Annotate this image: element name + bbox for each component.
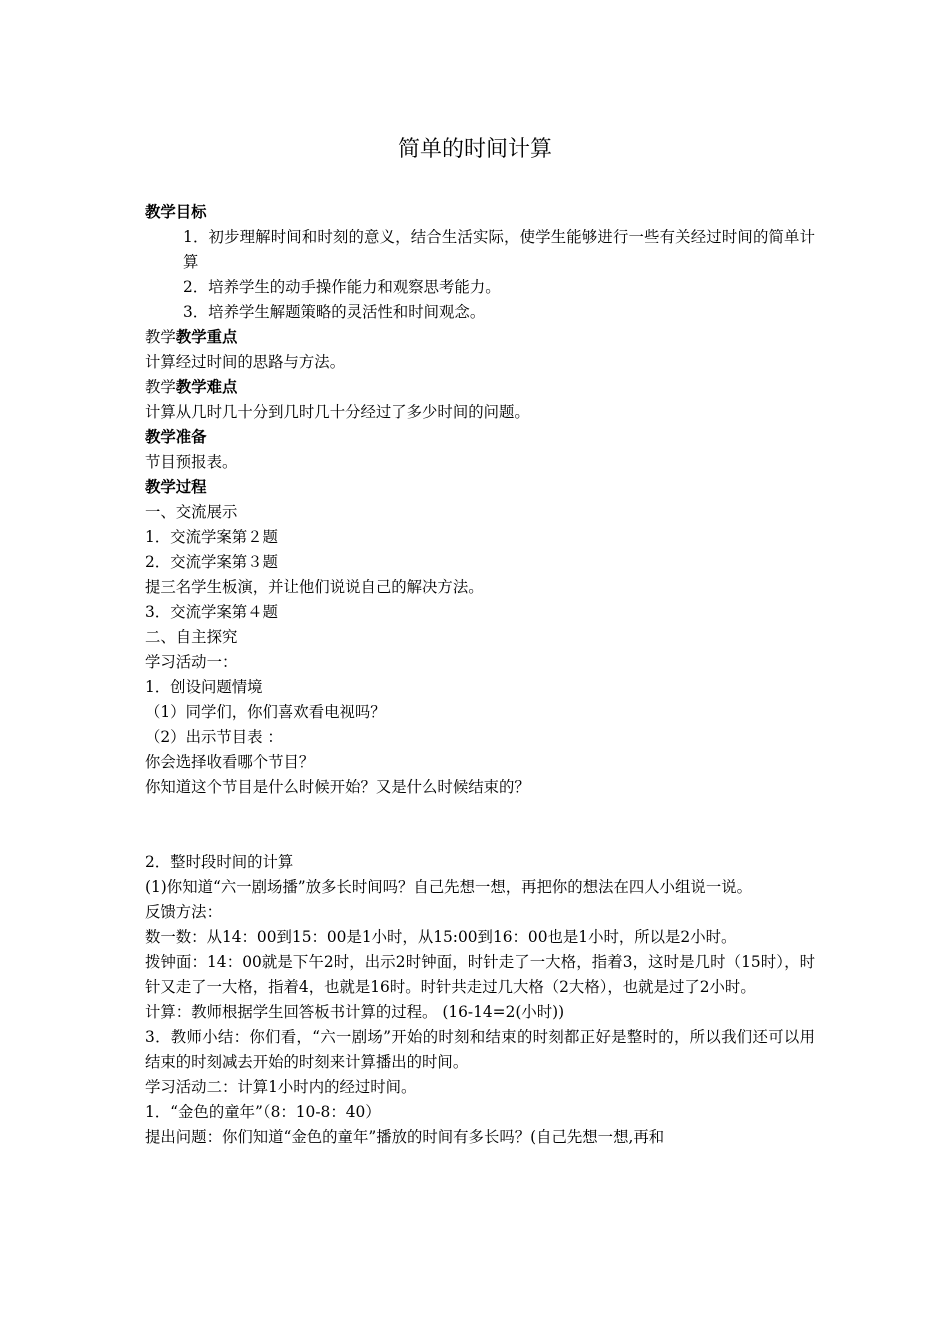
process-line: （1）同学们，你们喜欢看电视吗？ [145, 703, 386, 721]
goal-item: 1．初步理解时间和时刻的意义，结合生活实际，使学生能够进行一些有关经过时间的简单计算 [183, 228, 815, 271]
document-body [145, 200, 815, 1150]
process-line: 二、自主探究 [145, 628, 238, 646]
process-line: 3．交流学案第４题 [145, 603, 278, 621]
heading-prefix: 教学 [145, 328, 176, 346]
section-heading-goals: 教学目标 [145, 203, 207, 221]
process-line: 1．交流学案第２题 [145, 528, 278, 546]
process-line: 数一数：从14：00到15：00是1小时，从15:00到16：00也是1小时，所以是2小时。 [145, 928, 737, 946]
heading-bold: 教学难点 [175, 378, 238, 396]
process-line: 你知道这个节目是什么时候开始？又是什么时候结束的？ [145, 778, 530, 796]
blank-space [145, 800, 815, 850]
process-line: （2）出示节目表 ： [145, 728, 283, 746]
process-line: 学习活动二：计算1小时内的经过时间。 [145, 1078, 417, 1096]
section-heading-prep: 教学准备 [145, 428, 207, 446]
process-line: 2．交流学案第３题 [145, 553, 278, 571]
process-line: 你会选择收看哪个节目？ [145, 753, 315, 771]
goal-item: 2．培养学生的动手操作能力和观察思考能力。 [183, 278, 501, 296]
process-line: 反馈方法： [145, 903, 222, 921]
heading-bold: 教学重点 [175, 328, 238, 346]
process-line: (1)你知道“六一剧场播”放多长时间吗？自己先想一想，再把你的想法在四人小组说一说。 [145, 878, 752, 896]
focus-text: 计算经过时间的思路与方法。 [145, 353, 346, 371]
process-line: 1．“金色的童年”（8：10-8：40） [145, 1103, 381, 1121]
difficulty-text: 计算从几时几十分到几时几十分经过了多少时间的问题。 [145, 403, 530, 421]
heading-prefix: 教学 [145, 378, 176, 396]
prep-text: 节目预报表。 [145, 453, 238, 471]
process-line: 1．创设问题情境 [145, 678, 263, 696]
goal-item: 3．培养学生解题策略的灵活性和时间观念。 [183, 303, 486, 321]
process-line: 3．教师小结：你们看，“六一剧场”开始的时刻和结束的时刻都正好是整时的，所以我们还可以用结束的时刻减去开始的时刻来计算播出的时间。 [145, 1028, 815, 1071]
page-title: 简单的时间计算 [397, 137, 552, 162]
process-line: 2．整时段时间的计算 [145, 853, 294, 871]
section-heading-process: 教学过程 [145, 478, 207, 496]
process-line: 计算：教师根据学生回答板书计算的过程。 (16-14=2(小时)) [145, 1003, 565, 1021]
process-line: 提三名学生板演，并让他们说说自己的解决方法。 [145, 578, 484, 596]
section-heading-difficulty [145, 375, 815, 400]
process-line: 提出问题：你们知道“金色的童年”播放的时间有多长吗？(自己先想一想,再和 [145, 1128, 665, 1146]
process-line: 一、交流展示 [145, 503, 238, 521]
process-line: 学习活动一： [145, 653, 238, 671]
process-line: 拨钟面：14：00就是下午2时，出示2时钟面，时针走了一大格，指着3，这时是几时（15时），时针又走了一大格，指着4，也就是16时。时针共走过几大格（2大格），也就是过了2小时。 [145, 953, 815, 996]
section-heading-focus [145, 325, 815, 350]
